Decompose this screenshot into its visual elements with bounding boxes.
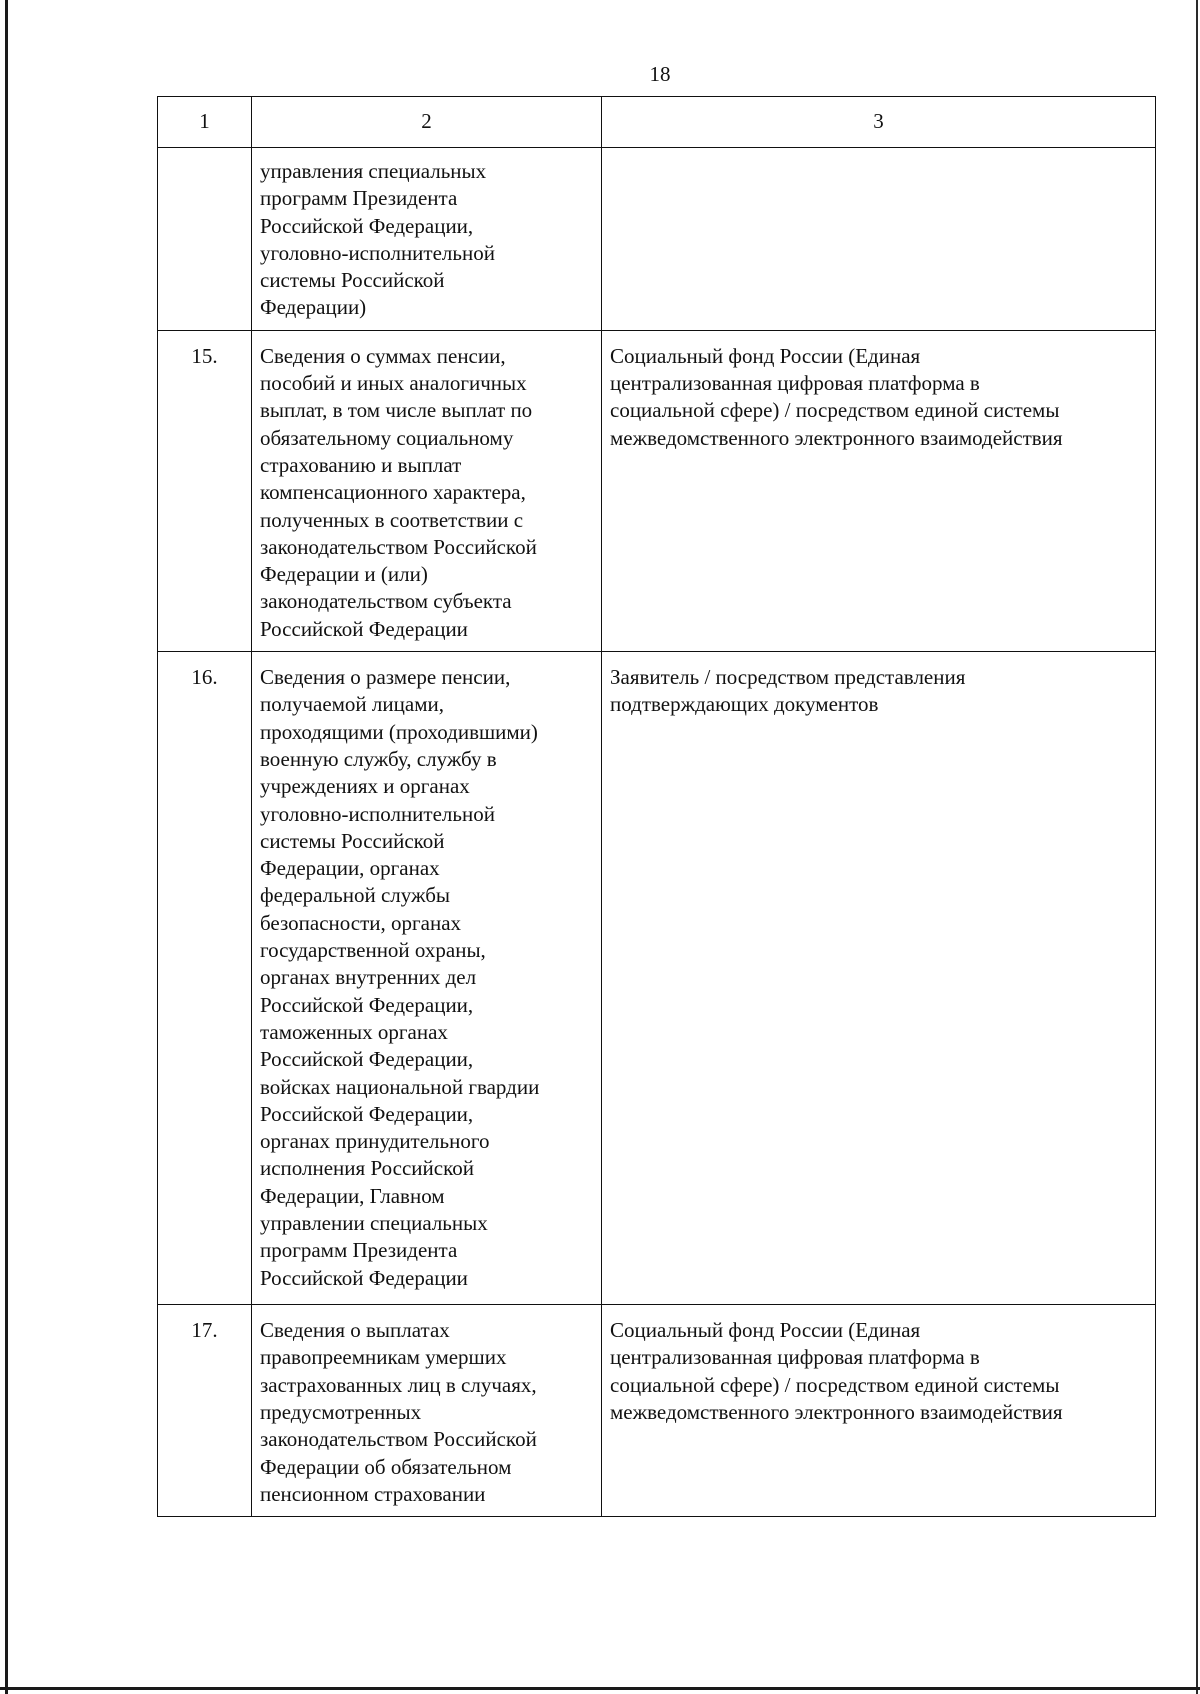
cell-text-line: Сведения о размере пенсии,: [260, 665, 511, 690]
info-name-cell: [252, 1305, 602, 1517]
cell-text-line: органах принудительного: [260, 1129, 490, 1154]
cell-text-line: Федерации, органах: [260, 856, 440, 881]
cell-text-line: полученных в соответствии с: [260, 507, 524, 532]
scan-edge-right: [1196, 0, 1198, 1694]
cell-text-line: централизованная цифровая платформа в: [610, 1345, 980, 1370]
table-header-row: [158, 97, 1156, 148]
cell-text-line: законодательством Российской: [260, 534, 537, 559]
cell-text-line: Федерации, Главном: [260, 1183, 445, 1208]
cell-text-line: получаемой лицами,: [260, 692, 444, 717]
cell-text-line: пенсионном страховании: [260, 1481, 486, 1506]
cell-text-line: компенсационного характера,: [260, 480, 526, 505]
cell-text-line: законодательством Российской: [260, 1427, 537, 1452]
cell-text-line: управления специальных: [260, 159, 487, 183]
cell-text-line: страхованию и выплат: [260, 452, 462, 477]
scan-edge-bottom: [0, 1687, 1200, 1690]
cell-text-line: социальной сфере) / посредством единой системы: [610, 398, 1060, 423]
cell-text-line: законодательством субъекта: [260, 589, 512, 614]
cell-text-line: Российской Федерации,: [260, 213, 474, 238]
cell-text-line: Российской Федерации,: [260, 1101, 474, 1126]
info-source-cell: [602, 1305, 1156, 1517]
table-row-continuation: [158, 148, 1156, 331]
cell-text-line: системы Российской: [260, 268, 445, 293]
row-number: 17.: [158, 1305, 252, 1517]
cell-text-line: предусмотренных: [260, 1399, 422, 1424]
page-number: 18: [649, 62, 671, 86]
cell-text-line: Социальный фонд России (Единая: [610, 1318, 921, 1343]
cell-text-line: подтверждающих документов: [610, 692, 879, 717]
cell-text-line: пособий и иных аналогичных: [260, 371, 527, 396]
info-name-cell: [252, 652, 602, 1305]
cell-text-line: управлении специальных: [260, 1210, 488, 1235]
cell-text-line: межведомственного электронного взаимодействия: [610, 425, 1063, 450]
cell-text-line: правопреемникам умерших: [260, 1345, 507, 1370]
cell-text-line: Сведения о выплатах: [260, 1318, 450, 1343]
cell-text-line: Социальный фонд России (Единая: [610, 343, 921, 368]
row-number: 15.: [158, 330, 252, 651]
row-number: [158, 148, 252, 331]
scan-edge-left: [5, 0, 8, 1694]
cell-text-line: межведомственного электронного взаимодействия: [610, 1399, 1063, 1424]
cell-text-line: системы Российской: [260, 828, 445, 853]
header-cell-3: 3: [602, 97, 1156, 148]
info-name-cell: [252, 148, 602, 331]
table-row-15: [158, 330, 1156, 651]
info-name-cell: [252, 330, 602, 651]
cell-text-line: исполнения Российской: [260, 1156, 474, 1181]
cell-text-line: Федерации и (или): [260, 562, 428, 587]
info-source-cell: [602, 652, 1156, 1305]
cell-text-line: Сведения о суммах пенсии,: [260, 343, 506, 368]
cell-text-line: программ Президента: [260, 186, 458, 211]
cell-text-line: застрахованных лиц в случаях,: [260, 1372, 537, 1397]
cell-text-line: Федерации об обязательном: [260, 1454, 512, 1479]
cell-text-line: проходящими (проходившими): [260, 719, 538, 744]
cell-text-line: программ Президента: [260, 1238, 458, 1263]
info-source-cell: [602, 330, 1156, 651]
cell-text-line: уголовно-исполнительной: [260, 240, 495, 265]
cell-text-line: безопасности, органах: [260, 910, 462, 935]
header-cell-1: 1: [158, 97, 252, 148]
cell-text-line: Российской Федерации: [260, 616, 468, 641]
cell-text-line: войсках национальной гвардии: [260, 1074, 540, 1099]
table-row-17: [158, 1305, 1156, 1517]
cell-text-line: учреждениях и органах: [260, 774, 470, 799]
cell-text-line: государственной охраны,: [260, 938, 486, 963]
info-source-cell: [602, 148, 1156, 331]
cell-text-line: уголовно-исполнительной: [260, 801, 495, 826]
cell-text-line: таможенных органах: [260, 1019, 448, 1044]
cell-text-line: Российской Федерации,: [260, 992, 474, 1017]
cell-text-line: Российской Федерации,: [260, 1047, 474, 1072]
cell-text-line: выплат, в том числе выплат по: [260, 398, 533, 423]
cell-text-line: федеральной службы: [260, 883, 450, 908]
cell-text-line: военную службу, службу в: [260, 746, 497, 771]
cell-text-line: централизованная цифровая платформа в: [610, 371, 980, 396]
cell-text-line: Федерации): [260, 295, 367, 320]
cell-text-line: обязательному социальному: [260, 425, 514, 450]
cell-text-line: Заявитель / посредством представления: [610, 665, 966, 690]
document-table: [157, 96, 1156, 1517]
cell-text-line: Российской Федерации: [260, 1265, 468, 1290]
row-number: 16.: [158, 652, 252, 1305]
header-cell-2: 2: [252, 97, 602, 148]
table-row-16: [158, 652, 1156, 1305]
cell-text-line: органах внутренних дел: [260, 965, 477, 990]
cell-text-line: социальной сфере) / посредством единой системы: [610, 1372, 1060, 1397]
